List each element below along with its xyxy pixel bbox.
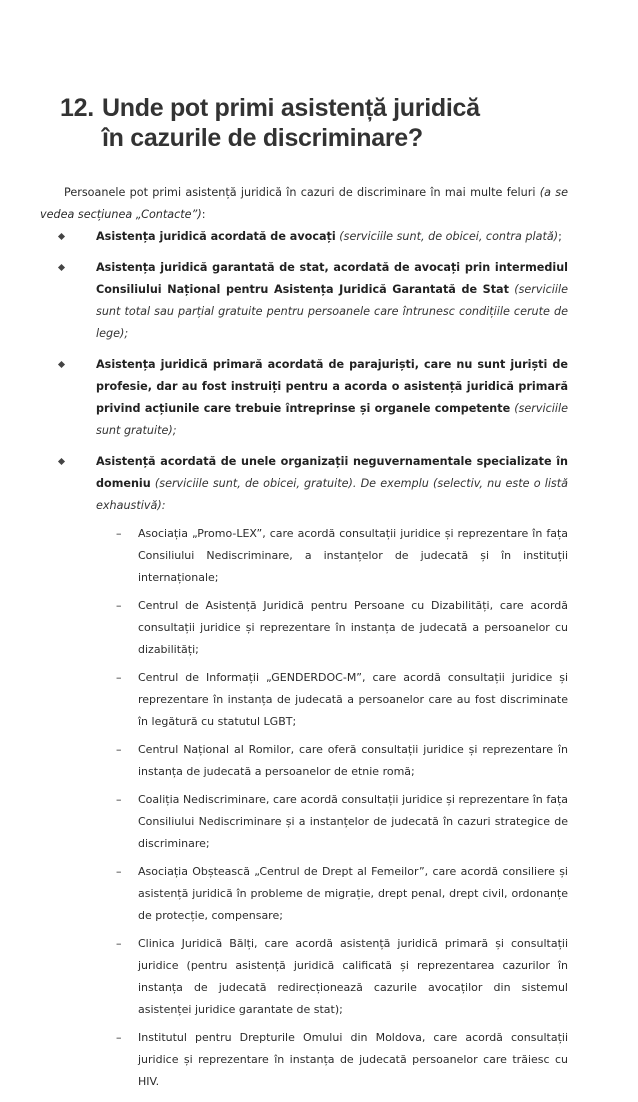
intro-paragraph xyxy=(40,182,568,226)
diamond-bullet-icon xyxy=(58,264,65,271)
organization-text: Centrul de Informații „GENDERDOC-M”, care acordă consultații juridice și reprezentare în instanța de judecată a persoanelor care au fost discriminate în legătură cu statutul LGBT; xyxy=(138,671,568,728)
intro-text: Persoanele pot primi asistență juridică în cazuri de discriminare în mai multe feluri xyxy=(64,186,540,199)
organization-item xyxy=(116,595,568,661)
organization-item xyxy=(116,667,568,733)
organization-list xyxy=(96,523,568,1093)
organization-text: Asociația „Promo-LEX”, care acordă consultații juridice și reprezentare în fața Consiliului Nediscriminare, a instanțelor de judecată și în instituții internaționale; xyxy=(138,527,568,584)
organization-text: Coaliția Nediscriminare, care acordă consultații juridice și reprezentare în fața Consiliului Nediscriminare și a instanțelor de judecată în cazuri strategice de discriminare; xyxy=(138,793,568,850)
list-item-note: (serviciile sunt, de obicei, gratuite). De exemplu (selectiv, nu este o listă exhaustivă): xyxy=(96,477,568,512)
list-item-title: Asistența juridică garantată de stat, acordată de avocați prin intermediul Consiliului Național pentru Asistența Juridică Garantată de Stat xyxy=(96,261,568,296)
organization-item xyxy=(116,933,568,1021)
organization-item xyxy=(116,789,568,855)
organization-text: Centrul Național al Romilor, care oferă consultații juridice și reprezentare în instanța de judecată a persoanelor de etnie romă; xyxy=(138,743,568,778)
dash-marker: – xyxy=(116,1031,122,1044)
diamond-bullet-icon xyxy=(58,233,65,240)
dash-marker: – xyxy=(116,865,122,878)
diamond-bullet-icon xyxy=(58,458,65,465)
diamond-bullet-icon xyxy=(58,361,65,368)
assistance-list xyxy=(40,226,568,1102)
list-item-title: Asistența juridică primară acordată de parajuriști, care nu sunt juriști de profesie, dar au fost instruiți pentru a acorda o asistență juridică primară privind acțiunile care trebuie întreprinse și organele competente xyxy=(96,358,568,415)
list-item xyxy=(40,354,568,442)
list-item-note: (serviciile sunt, de obicei, contra plată) xyxy=(335,230,559,243)
section-title-line-1: Unde pot primi asistență juridică xyxy=(102,94,480,122)
organization-item xyxy=(116,1027,568,1093)
list-item-note: (serviciile sunt gratuite); xyxy=(96,402,568,437)
organization-text: Centrul de Asistență Juridică pentru Persoane cu Dizabilități, care acordă consultații juridice și reprezentare în instanța de judecată a persoanelor cu dizabilități; xyxy=(138,599,568,656)
dash-marker: – xyxy=(116,793,122,806)
list-item-title: Asistența juridică acordată de avocați xyxy=(96,230,336,243)
dash-marker: – xyxy=(116,743,122,756)
organization-text: Institutul pentru Drepturile Omului din Moldova, care acordă consultații juridice și reprezentare în instanța de judecată persoanelor care trăiesc cu HIV. xyxy=(138,1031,568,1088)
section-number: 12. xyxy=(60,94,94,122)
dash-marker: – xyxy=(116,671,122,684)
list-item-note: (serviciile sunt total sau parțial gratuite pentru persoanele care întrunesc condițiile cerute de lege); xyxy=(96,283,568,340)
intro-end: : xyxy=(201,208,206,221)
organization-text: Clinica Juridică Bălți, care acordă asistență juridică primară și consultații juridice (pentru asistență juridică calificată și reprezentarea cazurilor în instanța de judecată redirecționează cazurile avocaților din sistemul asistenței juridice garantate de stat); xyxy=(138,937,568,1016)
section-title-line-2: în cazurile de discriminare? xyxy=(102,124,423,152)
dash-marker: – xyxy=(116,527,122,540)
organization-item xyxy=(116,861,568,927)
list-item xyxy=(40,451,568,1093)
list-item xyxy=(40,226,568,248)
organization-text: Asociația Obștească „Centrul de Drept al Femeilor”, care acordă consiliere și asistență juridică în probleme de migrație, drept penal, drept civil, ordonanțe de protecție, compensare; xyxy=(138,865,568,922)
list-item-title: Asistență acordată de unele organizații neguvernamentale specializate în domeniu xyxy=(96,455,568,490)
intro-note: (a se vedea secțiunea „Contacte”) xyxy=(40,186,568,221)
list-item-end: ; xyxy=(558,230,562,243)
dash-marker: – xyxy=(116,599,122,612)
organization-item xyxy=(116,523,568,589)
dash-marker: – xyxy=(116,937,122,950)
organization-item xyxy=(116,739,568,783)
list-item xyxy=(40,257,568,345)
